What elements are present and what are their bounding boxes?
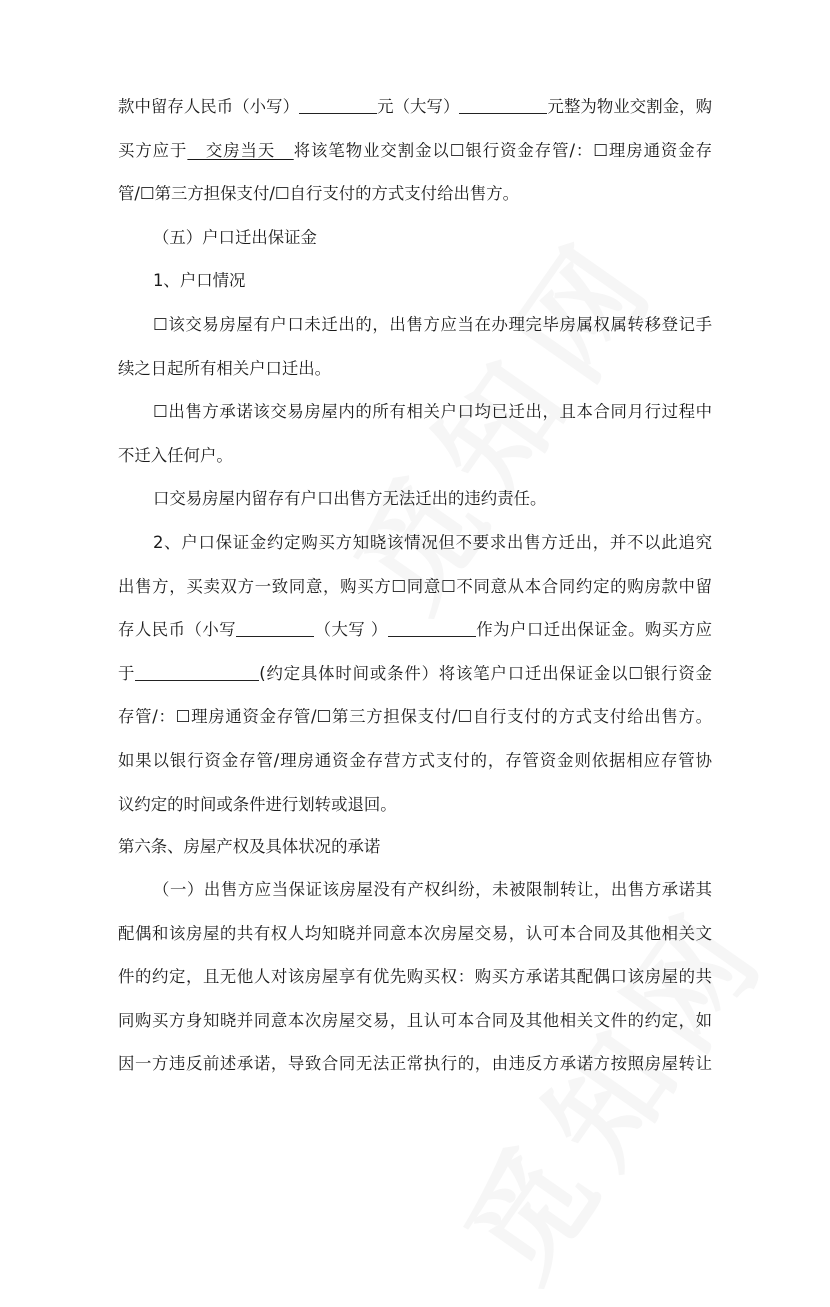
text-line [118,565,712,609]
text-segment: 买方应于 [118,140,188,160]
text-segment: 存人民币（小写 [118,620,237,640]
text-segment: 出售方，买卖双方一致同意，购买方☐同意☐不同意从本合同约定的购房款中留 [118,576,712,596]
text-line [118,912,712,956]
text-segment: (约定具体时间或条件）将该笔户口迁出保证金以☐银行资金 [259,663,712,683]
text-segment: 口交易房屋内留存有户口出售方无法迁出的违约责任。 [153,489,547,509]
text-line [118,172,712,216]
text-line [118,783,712,827]
text-segment: 因一方违反前述承诺，导致合同无法正常执行的，由违反方承诺方按照房屋转让 [118,1054,712,1074]
text-line [118,259,712,303]
text-segment: ☐出售方承诺该交易房屋内的所有相关户口均已迁出，且本合同月行过程中 [153,402,712,422]
text-line [118,652,712,696]
text-segment: （五）户口迁出保证金 [153,227,317,247]
text-segment: 将该笔物业交割金以☐银行资金存管/：☐理房通资金存 [293,140,713,160]
text-segment: 于 [118,663,136,683]
text-segment: ☐该交易房屋有户口未迁出的，出售方应当在办理完毕房属权属转移登记手 [153,314,712,334]
text-line [118,608,712,652]
text-line [118,390,712,434]
text-segment: 存管/：☐理房通资金存管/☐第三方担保支付/☐自行支付的方式支付给出售方。 [118,707,712,727]
text-segment: 第六条、房屋产权及具体状况的承诺 [118,837,381,857]
text-segment: 配偶和该房屋的共有权人均知晓并同意本次房屋交易，认可本合同及其他相关文 [118,923,712,943]
fill-in-blank[interactable] [459,96,547,114]
text-segment: （大写 ） [314,620,388,640]
text-segment: 2、户口保证金约定购买方知晓该情况但不要求出售方迁出，并不以此追究 [153,532,712,552]
text-segment: 续之日起所有相关户口迁出。 [118,358,332,378]
fill-in-blank[interactable] [135,663,259,681]
text-line [118,999,712,1043]
text-line [118,477,712,521]
text-segment: 如果以银行资金存管/理房通资金存营方式支付的，存管资金则依据相应存管协 [118,750,712,770]
fill-in-blank[interactable] [388,619,476,637]
text-segment: 元（大写） [377,97,460,116]
text-line [118,955,712,999]
text-line [118,521,712,565]
text-line [118,216,712,260]
text-segment: 作为户口迁出保证金。购买方应 [475,620,712,640]
text-segment: （一）出售方应当保证该房屋没有产权纠纷，未被限制转让，出售方承诺其 [153,880,712,900]
text-segment: 议约定的时间或条件进行划转或退回。 [118,794,397,814]
text-line [118,868,712,912]
text-segment: 同购买方身知晓并同意本次房屋交易，且认可本合同及其他相关文件的约定，如 [118,1010,712,1030]
text-segment: 元整为物业交割金，购 [547,97,713,116]
text-segment: 1、户口情况 [153,271,246,291]
filled-in-value: 交房当天 [187,140,294,160]
text-line [118,129,712,173]
fill-in-blank[interactable] [236,619,314,637]
text-line [118,85,712,129]
document-body [118,85,712,1086]
text-line [118,1042,712,1086]
fill-in-blank[interactable] [299,96,377,114]
text-line [118,347,712,391]
text-line [118,695,712,739]
text-segment: 款中留存人民币（小写） [118,97,300,116]
text-line [118,303,712,347]
text-segment: 不迁入任何户。 [118,445,233,465]
text-line [118,739,712,783]
text-segment: 管/☐第三方担保支付/☐自行支付的方式支付给出售方。 [118,184,520,204]
text-line [118,434,712,478]
text-line [118,828,712,868]
text-segment: 件的约定，且无他人对该房屋享有优先购买权：购买方承诺其配偶口该房屋的共 [118,967,712,987]
